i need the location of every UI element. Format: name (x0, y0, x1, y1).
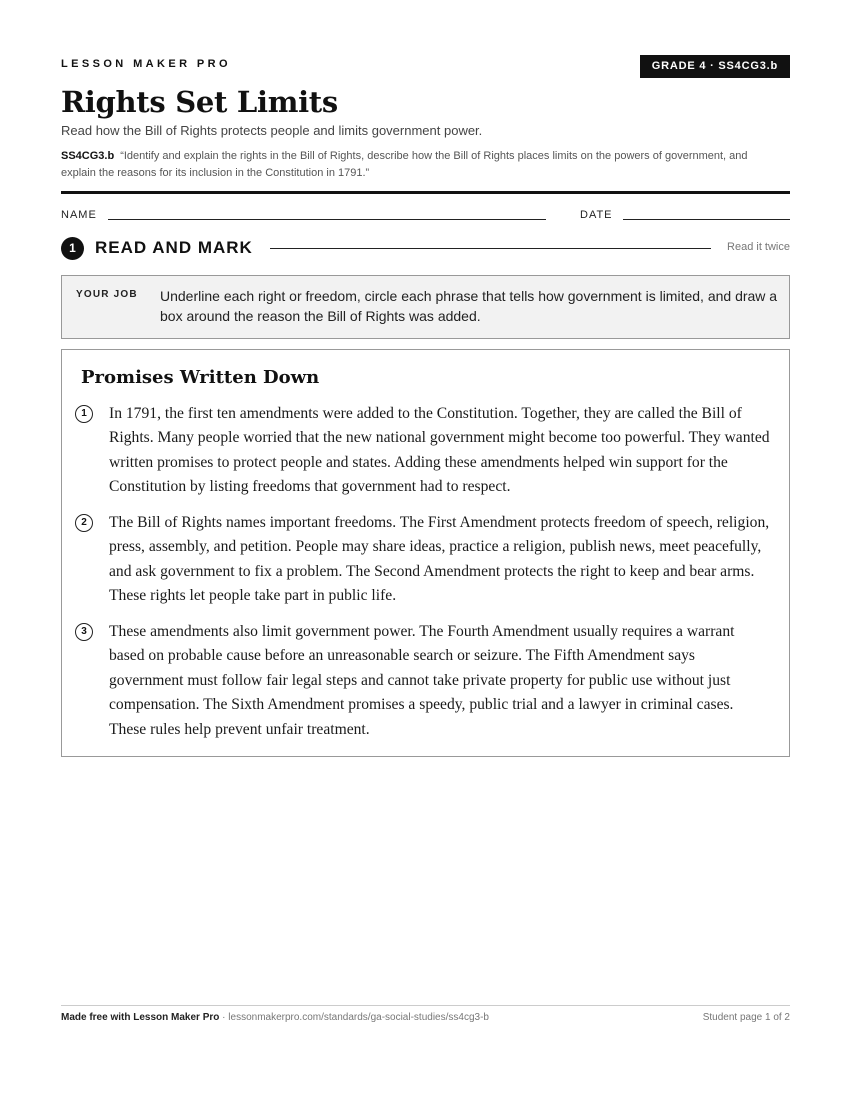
instructions-text: Underline each right or freedom, circle each phrase that tells how government is limited, and draw a box around the reason the Bill of Rights was added. (160, 288, 778, 324)
footer (61, 1012, 790, 1023)
paragraph-number: 3 (75, 623, 93, 641)
paragraph-text: These amendments also limit government power. The Fourth Amendment usually requires a warrant based on probable cause before an unreasonable search or seizure. The Fifth Amendment says government must follow fair legal steps and cannot take private property for public use without just compensation. The Sixth Amendment promises a speedy, public trial and a lawyer in criminal cases. These rules help prevent unfair treatment. (109, 623, 735, 738)
name-label: NAME (61, 209, 97, 221)
section-title: READ AND MARK (95, 238, 253, 257)
date-field[interactable] (623, 219, 790, 220)
footer-url[interactable]: lessonmakerpro.com/standards/ga-social-studies/ss4cg3-b (228, 1012, 489, 1023)
instructions-label: YOUR JOB (76, 289, 138, 300)
paragraph-number: 2 (75, 514, 93, 532)
paragraph-number: 1 (75, 405, 93, 423)
footer-divider (61, 1005, 790, 1006)
worksheet-page (61, 0, 790, 1100)
top-bar (61, 55, 790, 79)
date-label: DATE (580, 209, 613, 221)
paragraph-text: In 1791, the first ten amendments were added to the Constitution. Together, they are called the Bill of Rights. Many people worried that the new national government might become too powerful. They wanted written promises to protect people and states. Adding these amendments helped win support for the Constitution by listing freedoms that government had to respect. (109, 405, 770, 496)
section-header (61, 236, 790, 260)
instructions-box (61, 275, 790, 339)
reading-title: Promises Written Down (81, 367, 320, 388)
standard-code: SS4CG3.b (61, 150, 115, 162)
reading-passage (61, 349, 790, 757)
section-hint: Read it twice (727, 241, 790, 253)
grade-badge: GRADE 4 · SS4CG3.b (640, 55, 790, 78)
name-date-row (61, 207, 790, 223)
name-field[interactable] (108, 219, 546, 220)
section-divider (270, 248, 711, 249)
page-title: Rights Set Limits (61, 85, 338, 119)
step-number-badge: 1 (61, 237, 84, 260)
page-subtitle: Read how the Bill of Rights protects people and limits government power. (61, 123, 483, 138)
footer-separator: · (219, 1012, 229, 1023)
header-divider (61, 191, 790, 194)
standard-description (61, 148, 761, 182)
brand-name: LESSON MAKER PRO (61, 58, 231, 70)
footer-credit: Made free with Lesson Maker Pro (61, 1012, 220, 1023)
page-indicator: Student page 1 of 2 (702, 1012, 790, 1023)
standard-text: “Identify and explain the rights in the Bill of Rights, describe how the Bill of Rights places limits on the powers of government, and explain the reasons for its inclusion in the Constitution in 1791.” (61, 150, 748, 179)
paragraph-text: The Bill of Rights names important freedoms. The First Amendment protects freedom of speech, religion, press, assembly, and petition. People may share ideas, practice a religion, publish news, meet peacefully, and ask government to fix a problem. The Second Amendment protects the right to keep and bear arms. These rights let people take part in public life. (109, 514, 770, 605)
